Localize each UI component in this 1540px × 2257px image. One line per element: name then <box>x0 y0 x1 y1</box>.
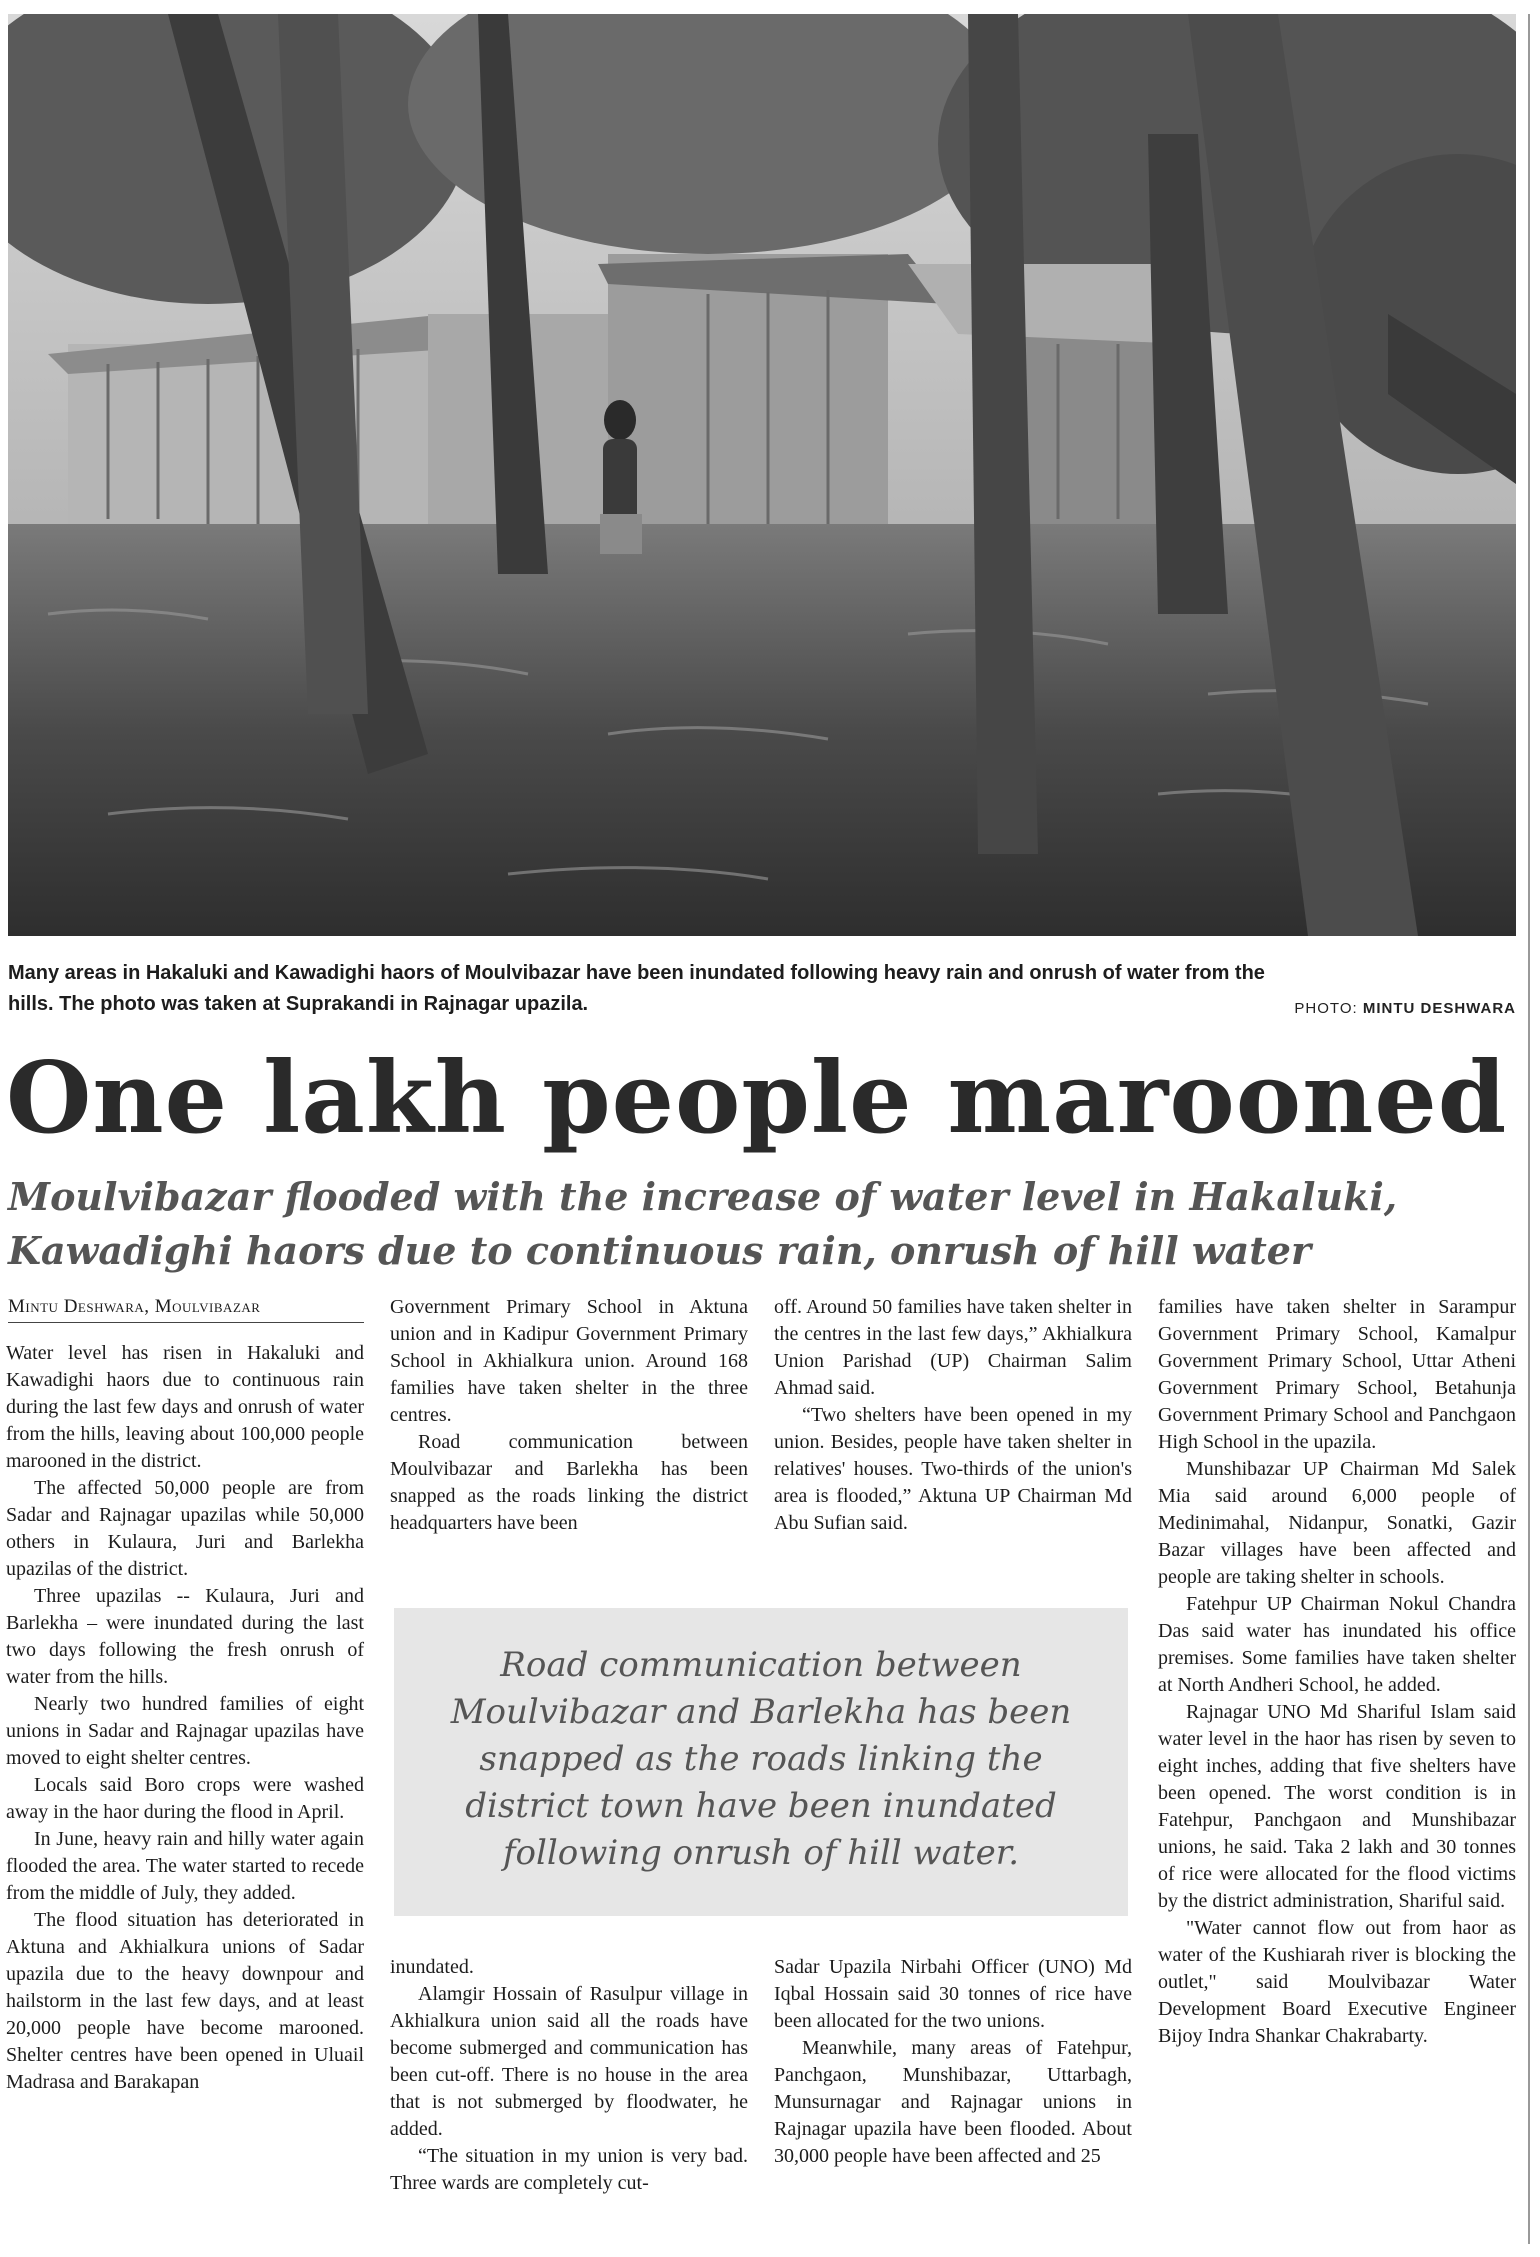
flood-photo-illustration <box>8 14 1516 936</box>
page-edge-rule <box>1528 14 1530 2244</box>
paragraph: Munshibazar UP Chairman Md Salek Mia said around 6,000 people of Medinimahal, Nidanpur, Sonatki, Gazir Bazar villages have been affected and people are taking shelter in schools. <box>1158 1458 1516 1588</box>
paragraph: Road communication between Moulvibazar and Barlekha has been snapped as the roads linking the district headquarters have been <box>390 1431 748 1534</box>
paragraph: Alamgir Hossain of Rasulpur village in Akhialkura union said all the roads have become submerged and communication has been cut-off. There is no house in the area that is not submerged by floodwater, he added. <box>390 1983 748 2140</box>
photo-credit-name: MINTU DESHWARA <box>1362 1000 1516 1017</box>
pull-quote: Road communication between Moulvibazar and Barlekha has been snapped as the roads linking the district town have been inundated following onrush of hill water. <box>394 1608 1128 1916</box>
photo-caption: Many areas in Hakaluki and Kawadighi haors of Moulvibazar have been inundated following heavy rain and onrush of water from the hills. The photo was taken at Suprakandi in Rajnagar upazila. <box>8 962 1265 1015</box>
paragraph: The affected 50,000 people are from Sadar and Rajnagar upazilas while 50,000 others in Kulaura, Juri and Barlekha upazilas of the district. <box>6 1477 364 1580</box>
byline: Mintu Deshwara, Moulvibazar <box>8 1296 364 1323</box>
headline: One lakh people marooned <box>6 1041 1508 1156</box>
paragraph: Rajnagar UNO Md Shariful Islam said water level in the haor has risen by seven to eight inches, adding that five shelters have been opened. The worst condition is in Fatehpur, Panchgaon and Munshibazar unions, he said. Taka 2 lakh and 30 tonnes of rice were allocated for the flood victims by the district administration, Shariful said. <box>1158 1701 1516 1912</box>
paragraph: Three upazilas -- Kulaura, Juri and Barlekha – were inundated during the last two days following the fresh onrush of water from the hills. <box>6 1585 364 1688</box>
paragraph: The flood situation has deteriorated in Aktuna and Akhialkura unions of Sadar upazila due to the heavy downpour and hailstorm in the last few days, and at least 20,000 people have become marooned. Shelter centres have been opened in Uluail Madrasa and Barakapan <box>6 1909 364 2093</box>
paragraph: Sadar Upazila Nirbahi Officer (UNO) Md Iqbal Hossain said 30 tonnes of rice have been allocated for the two unions. <box>774 1956 1132 2032</box>
article-column-3-top <box>774 1294 1132 1537</box>
subheadline: Moulvibazar flooded with the increase of water level in Hakaluki, Kawadighi haors due to continuous rain, onrush of hill water <box>8 1174 1398 1273</box>
paragraph: Nearly two hundred families of eight unions in Sadar and Rajnagar upazilas have moved to eight shelter centres. <box>6 1693 364 1769</box>
paragraph: In June, heavy rain and hilly water again flooded the area. The water started to recede from the middle of July, they added. <box>6 1828 364 1904</box>
photo-credit <box>1294 1000 1516 1017</box>
paragraph: Locals said Boro crops were washed away in the haor during the flood in April. <box>6 1774 364 1823</box>
flood-photo <box>8 14 1516 936</box>
article-column-2-top <box>390 1294 748 1537</box>
article-column-3-bottom <box>774 1954 1132 2170</box>
paragraph: families have taken shelter in Sarampur Government Primary School, Kamalpur Government Primary School, Uttar Atheni Government Primary School, Betahunja Government Primary School and Panchgaon High School in the upazila. <box>1158 1296 1516 1453</box>
paragraph: Water level has risen in Hakaluki and Kawadighi haors due to continuous rain during the last few days and onrush of water from the hills, leaving about 100,000 people marooned in the district. <box>6 1342 364 1472</box>
paragraph: off. Around 50 families have taken shelter in the centres in the last few days,” Akhialkura Union Parishad (UP) Chairman Salim Ahmad said. <box>774 1296 1132 1399</box>
paragraph: Meanwhile, many areas of Fatehpur, Panchgaon, Munshibazar, Uttarbagh, Munsurnagar and Rajnagar unions in Rajnagar upazila have been flooded. About 30,000 people have been affected and 25 <box>774 2037 1132 2167</box>
paragraph: “The situation in my union is very bad. Three wards are completely cut- <box>390 2145 748 2194</box>
paragraph: "Water cannot flow out from haor as water of the Kushiarah river is blocking the outlet," said Moulvibazar Water Development Board Executive Engineer Bijoy Indra Shankar Chakrabarty. <box>1158 1917 1516 2047</box>
paragraph: “Two shelters have been opened in my union. Besides, people have taken shelter in relatives' houses. Two-thirds of the union's area is flooded,” Aktuna UP Chairman Md Abu Sufian said. <box>774 1404 1132 1534</box>
article-column-4 <box>1158 1294 1516 2050</box>
paragraph: Government Primary School in Aktuna union and in Kadipur Government Primary School in Akhialkura union. Around 168 families have taken shelter in the three centres. <box>390 1296 748 1426</box>
photo-credit-label: PHOTO: <box>1294 1000 1358 1017</box>
article-column-1 <box>6 1340 364 2096</box>
article-column-2-bottom <box>390 1954 748 2197</box>
paragraph: inundated. <box>390 1956 474 1978</box>
paragraph: Fatehpur UP Chairman Nokul Chandra Das said water has inundated his office premises. Some families have taken shelter at North Andheri School, he added. <box>1158 1593 1516 1696</box>
